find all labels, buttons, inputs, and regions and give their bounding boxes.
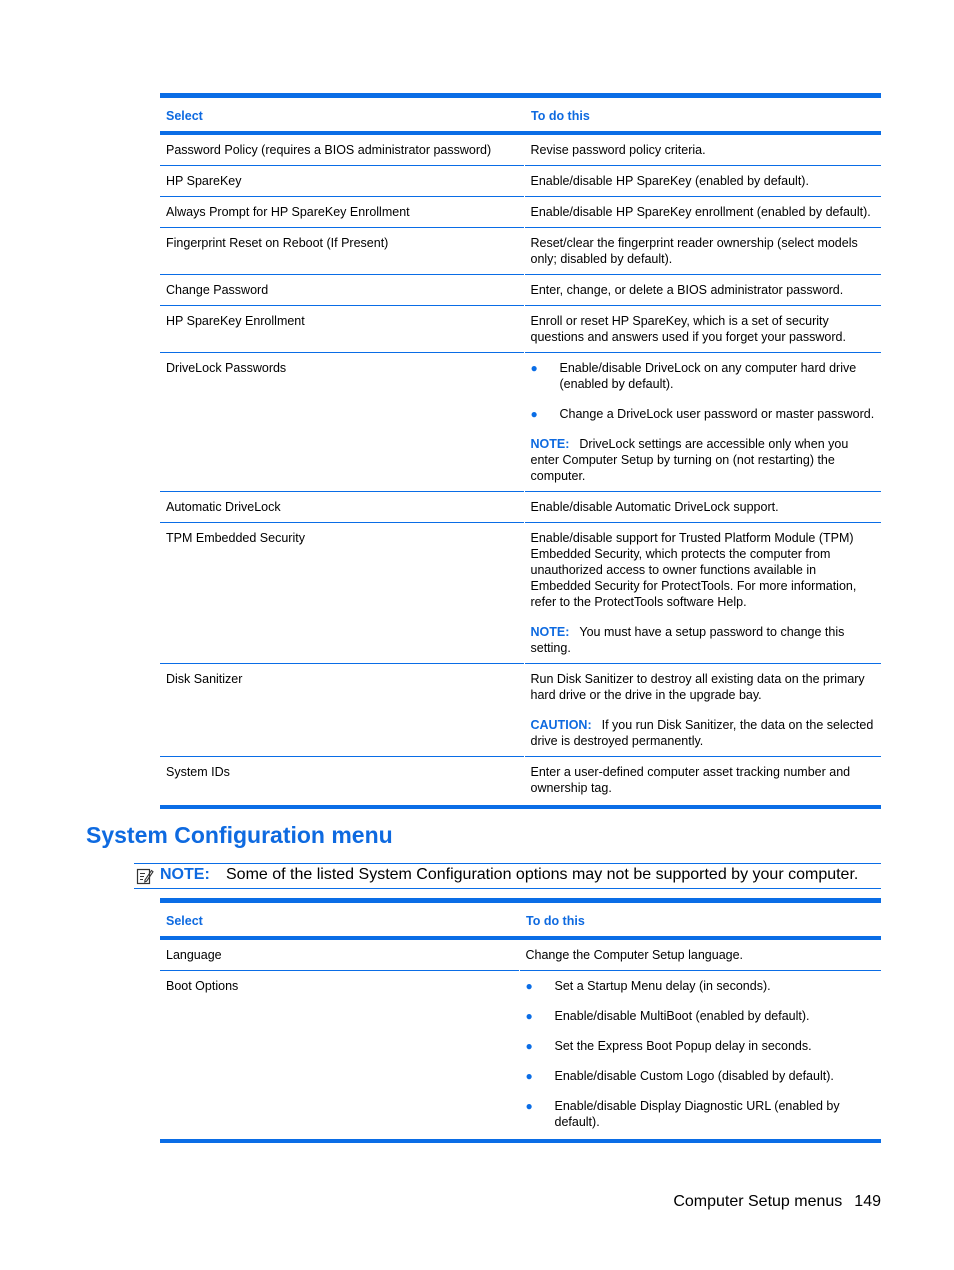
row-select: DriveLock Passwords (166, 361, 287, 375)
row-action (524, 523, 881, 664)
row-select: Change Password (166, 283, 269, 297)
table-row (160, 353, 881, 492)
table-row (160, 228, 881, 275)
list-item: ● Enable/disable MultiBoot (enabled by default). (525, 1009, 810, 1023)
disk-sanitizer-caution (531, 717, 876, 749)
row-select: Fingerprint Reset on Reboot (If Present) (166, 236, 389, 250)
table-row (160, 971, 881, 1142)
bullet-icon: ● (525, 1099, 533, 1113)
note-text: DriveLock settings are accessible only when you enter Computer Setup by turning on (not restarting) the computer. (530, 437, 849, 483)
table-row (160, 523, 881, 664)
bullet-icon: ● (530, 361, 538, 375)
table-row (160, 492, 881, 523)
row-action: Change the Computer Setup language. (519, 938, 881, 971)
system-configuration-table (160, 898, 881, 1143)
row-action: Enable/disable Automatic DriveLock support. (524, 492, 881, 523)
column-header-select: Select (166, 109, 203, 123)
table-row (160, 938, 881, 971)
bullet-icon: ● (525, 1069, 533, 1083)
row-action (524, 353, 881, 492)
row-action: Reset/clear the fingerprint reader ownership (select models only; disabled by default). (524, 228, 881, 275)
note-label: NOTE: (160, 866, 210, 883)
bullet-list (531, 360, 876, 422)
table-row (160, 133, 881, 166)
table-header-row (160, 901, 881, 939)
bullet-list (526, 978, 876, 1130)
table-header-row (160, 96, 881, 134)
security-menu-table (160, 93, 881, 809)
note-text: You must have a setup password to change this setting. (530, 625, 845, 655)
row-action (524, 664, 881, 757)
section-title: System Configuration menu (86, 822, 393, 848)
bullet-icon: ● (525, 979, 533, 993)
row-action: Enroll or reset HP SpareKey, which is a set of security questions and answers used if you forget your password. (524, 306, 881, 353)
list-item: ● Enable/disable Display Diagnostic URL (enabled by default). (525, 1099, 840, 1129)
row-select: Language (166, 948, 222, 962)
row-select: HP SpareKey (166, 174, 242, 188)
action-text: Run Disk Sanitizer to destroy all existing data on the primary hard drive or the drive in the upgrade bay. (530, 672, 865, 702)
list-item: ● Set the Express Boot Popup delay in seconds. (525, 1039, 812, 1053)
drivelock-note (531, 436, 876, 484)
page-footer (673, 1193, 881, 1211)
note-label: NOTE: (530, 437, 570, 451)
list-item: ● Change a DriveLock user password or master password. (530, 407, 875, 421)
row-action: Enter, change, or delete a BIOS administrator password. (524, 275, 881, 306)
note-text: Some of the listed System Configuration options may not be supported by your computer. (226, 866, 859, 883)
footer-chapter: Computer Setup menus (673, 1193, 843, 1210)
table-row (160, 166, 881, 197)
row-action: Enter a user-defined computer asset tracking number and ownership tag. (524, 757, 881, 808)
row-select: Disk Sanitizer (166, 672, 243, 686)
table-row (160, 664, 881, 757)
action-text: Enable/disable support for Trusted Platform Module (TPM) Embedded Security, which protects the computer from unauthorized access to owner functions available in Embedded Security for ProtectTools. For more information, refer to the ProtectTools software Help. (530, 531, 857, 609)
table-row (160, 757, 881, 808)
row-select: HP SpareKey Enrollment (166, 314, 305, 328)
row-action: Enable/disable HP SpareKey enrollment (enabled by default). (524, 197, 881, 228)
row-action: Enable/disable HP SpareKey (enabled by default). (524, 166, 881, 197)
caution-label: CAUTION: (530, 718, 592, 732)
row-select: Automatic DriveLock (166, 500, 281, 514)
row-select: Boot Options (166, 979, 239, 993)
column-header-to-do-this: To do this (524, 96, 881, 134)
row-select: TPM Embedded Security (166, 531, 305, 545)
row-select: System IDs (166, 765, 230, 779)
row-action (519, 971, 881, 1142)
row-action: Revise password policy criteria. (524, 133, 881, 166)
caution-text: If you run Disk Sanitizer, the data on the selected drive is destroyed permanently. (530, 718, 874, 748)
column-header-to-do-this: To do this (519, 901, 881, 939)
column-header-select: Select (166, 914, 203, 928)
note-label: NOTE: (530, 625, 570, 639)
list-item: ● Enable/disable DriveLock on any computer hard drive (enabled by default). (530, 361, 857, 391)
table-row (160, 275, 881, 306)
page-number: 149 (854, 1193, 881, 1210)
note-pencil-icon (136, 867, 154, 885)
bullet-icon: ● (525, 1009, 533, 1023)
row-select: Password Policy (requires a BIOS administrator password) (166, 143, 492, 157)
row-select: Always Prompt for HP SpareKey Enrollment (166, 205, 410, 219)
bullet-icon: ● (530, 407, 538, 421)
tpm-note (531, 624, 876, 656)
list-item: ● Set a Startup Menu delay (in seconds). (525, 979, 771, 993)
bullet-icon: ● (525, 1039, 533, 1053)
table-row (160, 306, 881, 353)
table-row (160, 197, 881, 228)
list-item: ● Enable/disable Custom Logo (disabled by default). (525, 1069, 834, 1083)
section-note (134, 863, 881, 889)
